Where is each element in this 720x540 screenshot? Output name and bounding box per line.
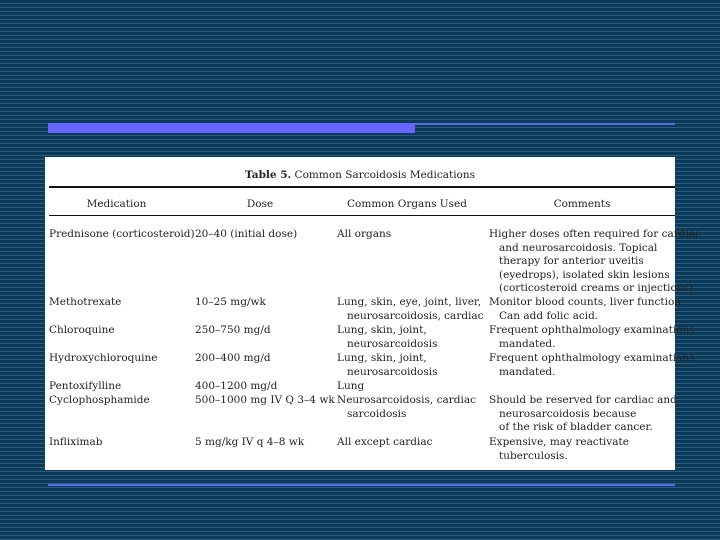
cell-medication: Prednisone (corticosteroid)	[49, 228, 195, 240]
cell-comments: Monitor blood counts, liver function. Can add folic acid.	[489, 296, 685, 322]
cell-organs: Neurosarcoidosis, cardiac sarcoidosis	[337, 394, 476, 420]
cell-comments: Should be reserved for cardiac and neurosarcoidosis because of the risk of bladder cancer.	[489, 394, 677, 433]
cell-organs: Lung	[337, 380, 365, 392]
table-title	[45, 169, 675, 183]
header-dose: Dose	[246, 198, 274, 210]
cell-dose: 20–40 (initial dose)	[195, 228, 298, 240]
cell-dose: 200–400 mg/d	[195, 352, 271, 364]
header-comments: Comments	[553, 198, 611, 210]
table-number: Table 5.	[244, 169, 292, 181]
cell-organs: All except cardiac	[337, 436, 433, 448]
cell-medication: Pentoxifylline	[49, 380, 122, 392]
medications-table-image	[45, 157, 701, 470]
header-organs: Common Organs Used	[347, 198, 467, 210]
cell-comments: Higher doses often required for cardiac and neurosarcoidosis. Topical therapy for anterior uveitis (eyedrops), isolated skin lesions (corticosteroid creams or injections).	[489, 228, 701, 294]
cell-medication: Infliximab	[49, 436, 103, 448]
cell-medication: Cyclophosphamide	[49, 394, 150, 406]
cell-dose: 5 mg/kg IV q 4–8 wk	[195, 436, 305, 448]
cell-comments: Frequent ophthalmology examinations mandated.	[489, 352, 695, 378]
cell-medication: Hydroxychloroquine	[49, 352, 158, 364]
cell-organs: Lung, skin, eye, joint, liver, neurosarcoidosis, cardiac	[337, 296, 484, 322]
cell-dose: 400–1200 mg/d	[195, 380, 278, 392]
title-divider-line	[415, 123, 675, 125]
cell-comments: Expensive, may reactivate tuberculosis.	[489, 436, 629, 462]
cell-comments: Frequent ophthalmology examinations mandated.	[489, 324, 695, 350]
cell-organs: Lung, skin, joint, neurosarcoidosis	[337, 324, 438, 350]
top-rule	[49, 186, 675, 188]
cell-organs: All organs	[337, 228, 392, 240]
title-accent-bar	[48, 123, 415, 133]
cell-medication: Chloroquine	[49, 324, 115, 336]
cell-dose: 500–1000 mg IV Q 3–4 wk	[195, 394, 335, 406]
cell-dose: 10–25 mg/wk	[195, 296, 266, 308]
table-caption: Common Sarcoidosis Medications	[294, 169, 476, 181]
header-rule	[49, 215, 675, 216]
cell-organs: Lung, skin, joint, neurosarcoidosis	[337, 352, 438, 378]
cell-dose: 250–750 mg/d	[195, 324, 271, 336]
footer-divider-line	[48, 484, 675, 486]
cell-medication: Methotrexate	[49, 296, 122, 308]
header-medication: Medication	[86, 198, 147, 210]
